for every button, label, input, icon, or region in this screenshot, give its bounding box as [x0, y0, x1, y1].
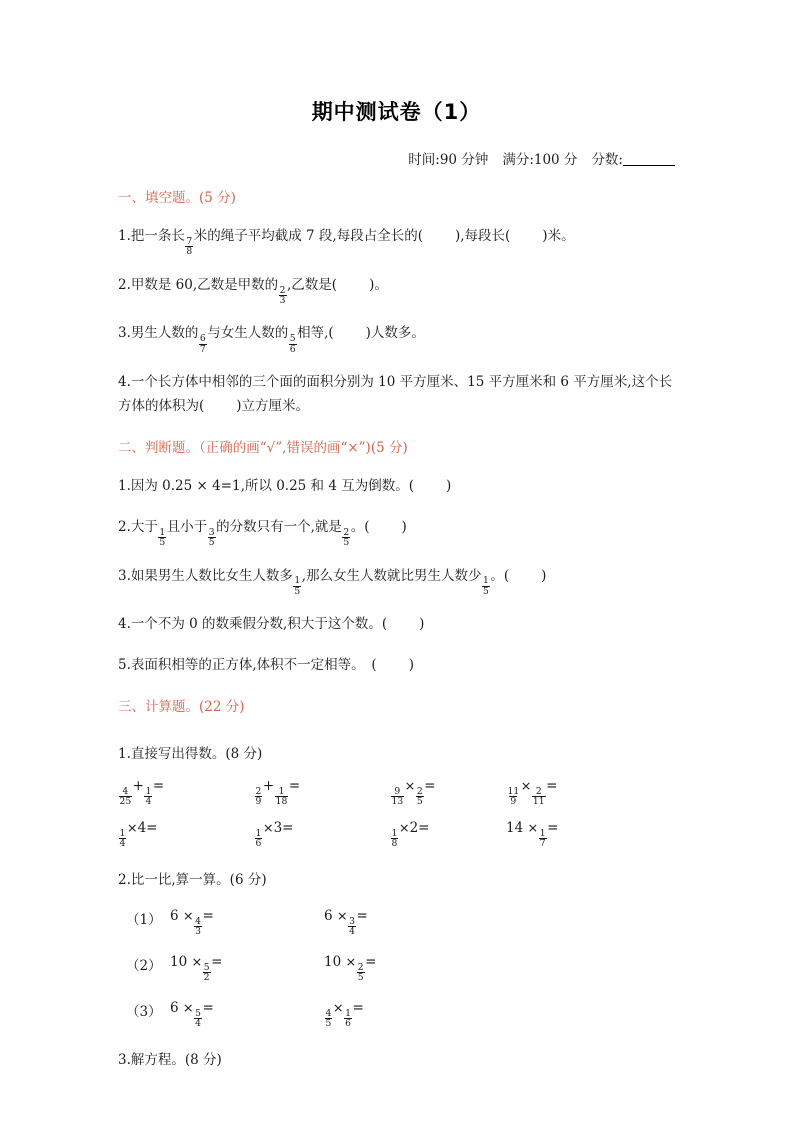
text-run: ,乙数是(	[287, 276, 338, 293]
fraction	[194, 1009, 202, 1029]
calculation-row	[118, 777, 675, 807]
text-run: )	[408, 656, 414, 673]
text-run: ,那么女生人数就比男生人数少	[301, 567, 482, 584]
fraction-numerator: 5	[203, 961, 210, 973]
question-item	[118, 565, 675, 597]
operator: =	[288, 777, 301, 794]
fraction-numerator: 4	[325, 1007, 332, 1019]
fraction-numerator: 1	[539, 827, 546, 839]
fraction-numerator: 6	[199, 333, 206, 345]
fraction-numerator: 7	[186, 236, 193, 248]
fraction	[279, 286, 287, 306]
text-run: 如果男生人数比女生人数多	[130, 567, 293, 584]
pair-left-problem[interactable]	[170, 1000, 214, 1029]
text-run: 大于	[130, 519, 158, 536]
question-item	[118, 225, 675, 257]
text-run: )人数多。	[365, 325, 425, 342]
question-item	[118, 475, 675, 499]
operator: =	[356, 907, 368, 924]
question-number: 1.	[118, 478, 131, 495]
fraction	[325, 1009, 333, 1029]
multiply-icon: ×	[182, 1000, 194, 1016]
text-run: 男生人数的	[130, 325, 199, 342]
fraction	[199, 334, 207, 354]
operator: =	[352, 999, 364, 1016]
fraction-denominator: 5	[159, 537, 166, 549]
fraction	[539, 829, 547, 849]
multiply-icon: ×	[332, 1000, 344, 1016]
text-run: 相等,(	[297, 325, 334, 342]
text-run: )米。	[542, 228, 575, 245]
text-run: )	[419, 616, 425, 633]
fraction	[357, 963, 365, 983]
question-item	[118, 516, 675, 548]
operator: =	[365, 953, 377, 970]
fraction-numerator: 11	[507, 785, 520, 797]
fraction-denominator: 2	[203, 971, 210, 983]
multiply-icon: ×	[191, 954, 203, 970]
fraction-denominator: 4	[349, 925, 355, 937]
fraction-denominator: 3	[195, 925, 201, 937]
fraction-denominator: 18	[275, 795, 288, 807]
text-run: 4=	[137, 819, 158, 836]
text-run: 甲数是 60,乙数是甲数的	[130, 276, 279, 293]
compare-pair-row	[118, 953, 675, 983]
fraction-denominator: 5	[357, 971, 364, 983]
multiply-icon: ×	[527, 820, 539, 836]
fraction	[255, 787, 263, 807]
page-title: 期中测试卷（1）	[311, 100, 482, 124]
calculation-row	[118, 819, 675, 849]
fraction-denominator: 25	[119, 795, 132, 807]
question-number: 1.	[118, 228, 131, 245]
question-number: 5.	[118, 656, 131, 673]
fraction-numerator: 2	[357, 961, 364, 973]
fraction	[344, 1009, 352, 1029]
fraction	[203, 963, 211, 983]
fraction-denominator: 6	[345, 1017, 351, 1029]
text-run: 因为 0.25 × 4=1,所以 0.25 和 4 互为倒数。(	[130, 478, 414, 495]
fraction-denominator: 6	[255, 837, 262, 849]
fraction-denominator: 4	[119, 837, 126, 849]
calculation-problem[interactable]	[254, 778, 300, 807]
text-run: 一个长方体中相邻的三个面的面积分别为 10 平方厘米、15 平方厘米和 6 平方厘米,这个长方体的体积为(	[118, 373, 673, 414]
fraction-numerator: 9	[394, 785, 401, 797]
question-number: 2.	[118, 276, 131, 293]
text-run: ),每段长(	[454, 228, 511, 245]
fraction-denominator: 13	[391, 795, 404, 807]
fraction-denominator: 9	[510, 795, 517, 807]
question-item	[118, 613, 675, 637]
text-run: )	[446, 478, 452, 495]
total-score-label: 满分:100 分	[502, 152, 578, 168]
subsection-title-direct-answer: 1.直接写出得数。(8 分)	[118, 745, 263, 762]
fraction-denominator: 8	[391, 837, 398, 849]
fraction-denominator: 5	[483, 585, 489, 597]
fraction-denominator: 7	[539, 837, 546, 849]
pair-label: （2）	[126, 957, 162, 974]
fraction-denominator: 5	[208, 537, 215, 549]
fraction-denominator: 5	[294, 585, 301, 597]
time-limit-label: 时间:90 分钟	[408, 152, 489, 168]
text-run: 。(	[350, 519, 370, 536]
multiply-icon: ×	[404, 778, 416, 794]
subsection-title-solve-equation: 3.解方程。(8 分)	[118, 1051, 222, 1068]
pair-right-problem[interactable]	[324, 954, 376, 983]
fraction-numerator: 3	[208, 526, 215, 538]
multiply-icon: ×	[182, 908, 194, 924]
fraction	[416, 787, 424, 807]
calculation-problem[interactable]	[390, 820, 430, 849]
fraction-denominator: 8	[186, 246, 193, 258]
text-run: 3=	[273, 819, 294, 836]
calculation-problem[interactable]	[506, 778, 557, 807]
fraction-numerator: 1	[119, 827, 126, 839]
fraction	[275, 787, 289, 807]
fraction	[194, 917, 202, 937]
fraction-numerator: 2	[416, 785, 423, 797]
operator: =	[202, 999, 214, 1016]
operator: =	[424, 777, 436, 794]
fraction-denominator: 5	[325, 1017, 332, 1029]
compare-pair-row	[118, 999, 675, 1029]
fraction-numerator: 2	[279, 284, 286, 296]
text-run: 6	[324, 907, 337, 924]
operator: =	[547, 819, 559, 836]
question-item	[118, 654, 675, 678]
text-run: 10	[324, 953, 346, 970]
question-item	[118, 322, 675, 354]
multiply-icon: ×	[336, 908, 348, 924]
fraction	[119, 787, 133, 807]
text-run: 把一条长	[130, 228, 185, 245]
fraction	[119, 829, 127, 849]
fraction-numerator: 1	[391, 827, 398, 839]
fraction-numerator: 1	[145, 785, 152, 797]
question-number: 4.	[118, 373, 131, 390]
text-run: 6	[170, 999, 183, 1016]
operator: =	[546, 777, 558, 794]
calculation-problem[interactable]	[254, 820, 294, 849]
fraction	[507, 787, 521, 807]
fraction-denominator: 7	[199, 343, 206, 355]
question-number: 3.	[118, 567, 131, 584]
fraction-denominator: 5	[416, 795, 423, 807]
question-number: 4.	[118, 616, 131, 633]
text-run: 2=	[409, 819, 430, 836]
calculation-problem[interactable]	[390, 778, 436, 807]
fraction-denominator: 5	[343, 537, 350, 549]
fraction-numerator: 1	[294, 575, 301, 587]
fraction	[391, 829, 399, 849]
fraction	[185, 237, 193, 257]
direct-answer-problems	[118, 777, 675, 849]
section-heading-fill-in-blank: 一、填空题。(5 分)	[118, 190, 236, 206]
fraction	[391, 787, 405, 807]
score-blank-line[interactable]	[623, 165, 675, 166]
multiply-icon: ×	[262, 820, 274, 836]
multiply-icon: ×	[398, 820, 410, 836]
fraction-numerator: 5	[289, 333, 296, 345]
subsection-title-compare-compute: 2.比一比,算一算。(6 分)	[118, 871, 267, 888]
text-run: 6	[170, 907, 183, 924]
exam-meta-line	[118, 148, 675, 168]
fraction	[293, 576, 301, 596]
pair-left-problem[interactable]	[170, 908, 214, 937]
fraction	[158, 528, 166, 548]
text-run: 表面积相等的正方体,体积不一定相等。 (	[130, 656, 377, 673]
pair-label: （1）	[126, 911, 162, 928]
fraction-denominator: 4	[145, 795, 152, 807]
fraction	[348, 917, 356, 937]
section-heading-calculation: 三、计算题。(22 分)	[118, 699, 245, 716]
true-false-questions	[118, 475, 675, 677]
fraction-numerator: 1	[278, 785, 285, 797]
fraction	[342, 528, 350, 548]
fraction-denominator: 11	[532, 795, 545, 807]
operator: =	[152, 777, 165, 794]
pair-label: （3）	[126, 1003, 162, 1020]
text-run: 。(	[490, 567, 510, 584]
score-label: 分数:	[591, 152, 623, 168]
text-run: )	[401, 519, 407, 536]
operator: =	[202, 907, 214, 924]
pair-right-problem[interactable]	[324, 1000, 364, 1029]
text-run: )	[541, 567, 547, 584]
text-run: 与女生人数的	[207, 325, 289, 342]
calculation-problem[interactable]	[118, 820, 158, 849]
question-number: 2.	[118, 519, 131, 536]
pair-right-problem[interactable]	[324, 908, 368, 937]
fraction-numerator: 4	[122, 785, 129, 797]
operator: =	[211, 953, 223, 970]
text-run: 的分数只有一个,就是	[216, 519, 342, 536]
fraction-numerator: 1	[255, 827, 262, 839]
text-run: 米的绳子平均截成 7 段,每段占全长的(	[193, 228, 423, 245]
fraction-denominator: 9	[255, 795, 262, 807]
compare-pair-row	[118, 907, 675, 937]
calculation-problem[interactable]	[506, 820, 558, 849]
question-item	[118, 274, 675, 306]
text-run: 且小于	[166, 519, 208, 536]
question-number: 3.	[118, 325, 131, 342]
fraction-numerator: 4	[195, 915, 201, 927]
fraction	[208, 528, 216, 548]
text-run: )立方厘米。	[236, 397, 310, 414]
section-heading-true-false: 二、判断题。（正确的画“√”,错误的画“×”)(5 分)	[118, 440, 408, 457]
text-run: 14	[506, 819, 528, 836]
pair-left-problem[interactable]	[170, 954, 222, 983]
fraction-denominator: 6	[289, 343, 296, 355]
multiply-icon: ×	[345, 954, 357, 970]
fraction-denominator: 4	[195, 1017, 201, 1029]
text-run: 一个不为 0 的数乘假分数,积大于这个数。(	[130, 616, 388, 633]
fraction	[144, 787, 152, 807]
fraction-numerator: 2	[535, 785, 542, 797]
compare-compute-problems	[118, 907, 675, 1029]
text-run: 10	[170, 953, 192, 970]
fraction	[532, 787, 546, 807]
operator: +	[132, 777, 144, 794]
multiply-icon: ×	[520, 778, 532, 794]
fraction-numerator: 1	[483, 575, 489, 587]
fraction-numerator: 5	[195, 1007, 201, 1019]
fraction	[255, 829, 263, 849]
calculation-problem[interactable]	[118, 778, 164, 807]
fraction-numerator: 1	[159, 526, 166, 538]
fraction-numerator: 2	[255, 785, 262, 797]
fraction	[482, 576, 490, 596]
fraction	[289, 334, 297, 354]
operator: +	[262, 777, 275, 794]
text-run: )。	[369, 276, 388, 293]
fraction-numerator: 3	[349, 915, 355, 927]
fraction-numerator: 1	[345, 1007, 351, 1019]
fill-in-blank-questions	[118, 225, 675, 418]
multiply-icon: ×	[126, 820, 138, 836]
fraction-numerator: 2	[343, 526, 350, 538]
fraction-denominator: 3	[279, 295, 286, 307]
question-item	[118, 371, 675, 418]
